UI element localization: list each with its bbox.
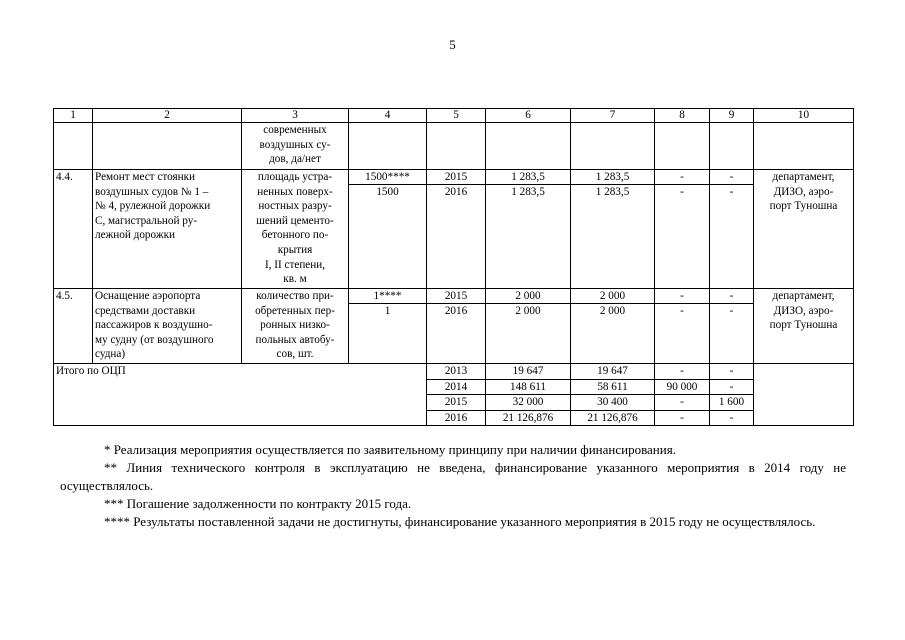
table-row-4-4: [54, 170, 854, 289]
row-number: 4.5.: [54, 289, 93, 364]
total-amount: 148 611: [486, 379, 571, 395]
header-cell: 9: [710, 109, 754, 123]
amount-cell: - -: [655, 170, 710, 289]
total-label: Итого по ОЦП: [54, 364, 427, 426]
header-cell: 1: [54, 109, 93, 123]
total-amount: -: [710, 410, 754, 426]
total-amount: 90 000: [655, 379, 710, 395]
activity-name: Оснащение аэропорта средствами доставки пассажиров к воздушно- му судну (от воздушного судна): [93, 289, 242, 364]
header-cell: 6: [486, 109, 571, 123]
amount-cell: - -: [710, 170, 754, 289]
row-number: 4.4.: [54, 170, 93, 289]
total-amount: 1 600: [710, 395, 754, 411]
total-amount: 58 611: [571, 379, 655, 395]
footnotes: [60, 441, 846, 531]
executor-cell: департамент, ДИЗО, аэро- порт Туношна: [754, 170, 854, 289]
table-row-continuation: [54, 123, 854, 170]
total-amount: 21 126,876: [571, 410, 655, 426]
year-cell: 2015 2016: [427, 170, 486, 289]
total-amount: 19 647: [486, 364, 571, 380]
table-row-4-5: [54, 289, 854, 364]
target-value-cell: 1500**** 1500: [349, 170, 427, 289]
executor-cell: департамент, ДИЗО, аэро- порт Туношна: [754, 289, 854, 364]
target-value-cell: 1**** 1: [349, 289, 427, 364]
total-amount: -: [710, 364, 754, 380]
footnote: * Реализация мероприятия осуществляется по заявительному принципу при наличии финансирования.: [104, 442, 676, 457]
footnote: ** Линия технического контроля в эксплуатацию не введена, финансирование указанного мероприятия в 2014 году не осуществлялось.: [60, 460, 846, 493]
total-year: 2015: [427, 395, 486, 411]
indicator-cell: площадь устра- ненных поверх- ностных разру- шений цементо- бетонного по- крытия I, II степени, кв. м: [242, 170, 349, 289]
header-cell: 4: [349, 109, 427, 123]
amount-cell: 2 000 2 000: [571, 289, 655, 364]
total-amount: -: [655, 364, 710, 380]
header-cell: 2: [93, 109, 242, 123]
total-amount: 19 647: [571, 364, 655, 380]
footnote: **** Результаты поставленной задачи не достигнуты, финансирование указанного мероприятия в 2015 году не осуществлялось.: [104, 514, 816, 529]
total-amount: -: [655, 410, 710, 426]
amount-cell: 1 283,5 1 283,5: [486, 170, 571, 289]
amount-cell: - -: [655, 289, 710, 364]
indicator-cell: современных воздушных су- дов, да/нет: [242, 123, 349, 170]
amount-cell: 1 283,5 1 283,5: [571, 170, 655, 289]
header-cell: 3: [242, 109, 349, 123]
total-amount: -: [655, 395, 710, 411]
total-year: 2016: [427, 410, 486, 426]
header-cell: 8: [655, 109, 710, 123]
total-amount: 30 400: [571, 395, 655, 411]
activity-name: Ремонт мест стоянки воздушных судов № 1 – № 4, рулежной дорожки С, магистральной ру- лежной дорожки: [93, 170, 242, 289]
total-amount: 21 126,876: [486, 410, 571, 426]
header-cell: 10: [754, 109, 854, 123]
header-cell: 7: [571, 109, 655, 123]
page-number: 5: [449, 37, 456, 52]
footnote: *** Погашение задолженности по контракту 2015 года.: [104, 496, 412, 511]
total-year: 2014: [427, 379, 486, 395]
year-cell: 2015 2016: [427, 289, 486, 364]
total-year: 2013: [427, 364, 486, 380]
indicator-cell: количество при- обретенных пер- ронных низко- польных автобу- сов, шт.: [242, 289, 349, 364]
header-cell: 5: [427, 109, 486, 123]
total-amount: 32 000: [486, 395, 571, 411]
amount-cell: 2 000 2 000: [486, 289, 571, 364]
table-header-row: [54, 109, 854, 123]
total-row: [54, 364, 854, 380]
amount-cell: - -: [710, 289, 754, 364]
total-amount: -: [710, 379, 754, 395]
ocp-table: [53, 108, 854, 426]
